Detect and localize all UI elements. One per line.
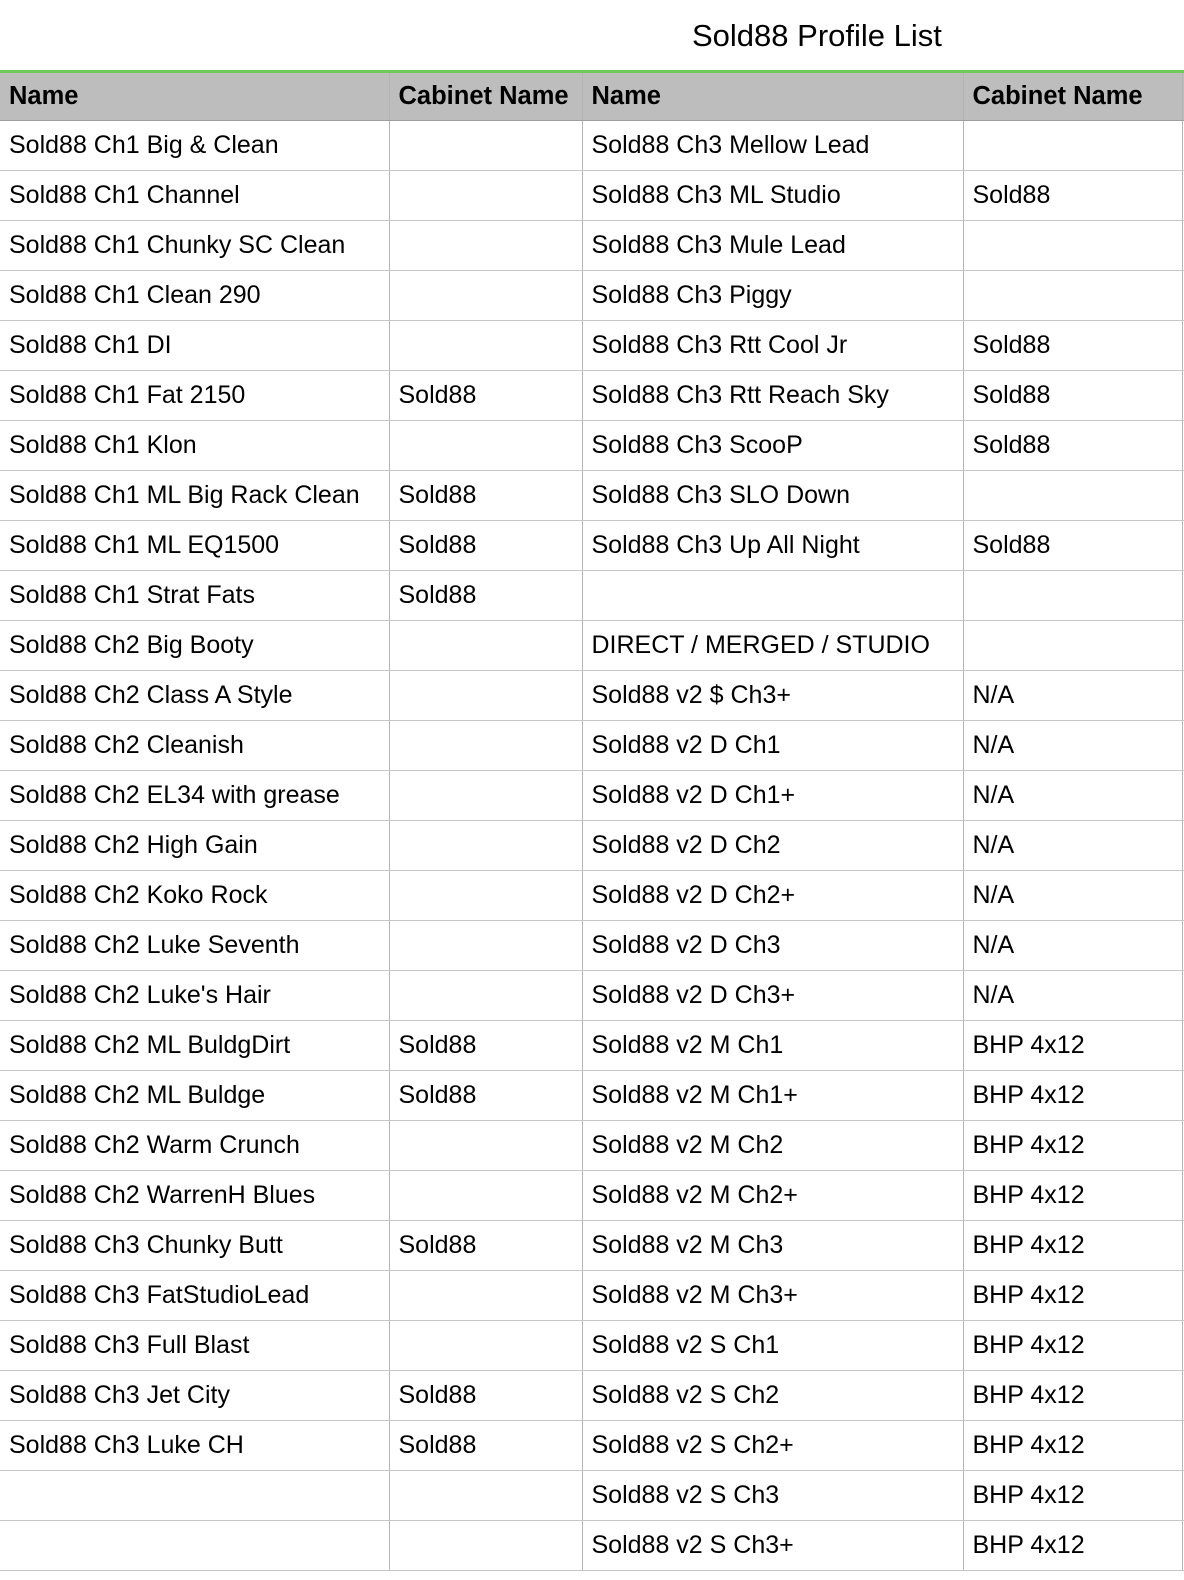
name-left-cell[interactable]: Sold88 Ch1 Fat 2150 — [0, 371, 389, 421]
cabinet-left-cell[interactable]: Sold88 — [389, 571, 582, 621]
name-left-cell[interactable]: Sold88 Ch2 Luke Seventh — [0, 921, 389, 971]
name-left-cell[interactable]: Sold88 Ch2 WarrenH Blues — [0, 1171, 389, 1221]
name-right-cell[interactable]: Sold88 v2 $ Ch3+ — [582, 671, 963, 721]
name-left-cell[interactable]: Sold88 Ch1 Klon — [0, 421, 389, 471]
table-row — [0, 1171, 1184, 1221]
table-row — [0, 871, 1184, 921]
name-left-cell[interactable]: Sold88 Ch2 Luke's Hair — [0, 971, 389, 1021]
table-row — [0, 171, 1184, 221]
cabinet-right-cell[interactable]: N/A — [963, 671, 1182, 721]
table-row — [0, 521, 1184, 571]
name-left-cell[interactable]: Sold88 Ch2 ML Buldge — [0, 1071, 389, 1121]
header-cabinet-right[interactable]: Cabinet Name — [963, 73, 1182, 121]
cabinet-right-cell[interactable]: N/A — [963, 821, 1182, 871]
cabinet-left-cell[interactable] — [389, 921, 582, 971]
name-left-cell[interactable]: Sold88 Ch1 Channel — [0, 171, 389, 221]
table-row — [0, 471, 1184, 521]
profile-table — [0, 73, 1184, 1571]
name-left-cell[interactable]: Sold88 Ch1 Strat Fats — [0, 571, 389, 621]
cabinet-right-cell[interactable]: BHP 4x12 — [963, 1371, 1182, 1421]
cabinet-right-cell[interactable]: N/A — [963, 871, 1182, 921]
name-right-cell[interactable] — [582, 571, 963, 621]
name-right-cell[interactable]: Sold88 Ch3 Rtt Reach Sky — [582, 371, 963, 421]
header-cabinet-left[interactable]: Cabinet Name — [389, 73, 582, 121]
cabinet-left-cell[interactable] — [389, 771, 582, 821]
table-row — [0, 771, 1184, 821]
name-left-cell[interactable]: Sold88 Ch1 Clean 290 — [0, 271, 389, 321]
table-row — [0, 1321, 1184, 1371]
name-right-cell[interactable]: Sold88 Ch3 Mellow Lead — [582, 121, 963, 171]
name-right-cell[interactable]: Sold88 v2 M Ch3+ — [582, 1271, 963, 1321]
name-left-cell[interactable]: Sold88 Ch1 ML Big Rack Clean — [0, 471, 389, 521]
name-left-cell[interactable]: Sold88 Ch3 Full Blast — [0, 1321, 389, 1371]
name-right-cell[interactable]: Sold88 v2 M Ch2 — [582, 1121, 963, 1171]
cabinet-left-cell[interactable] — [389, 321, 582, 371]
table-row — [0, 1121, 1184, 1171]
cabinet-left-cell[interactable] — [389, 1471, 582, 1521]
cabinet-right-cell[interactable]: BHP 4x12 — [963, 1121, 1182, 1171]
name-left-cell[interactable]: Sold88 Ch3 Jet City — [0, 1371, 389, 1421]
cabinet-left-cell[interactable] — [389, 1271, 582, 1321]
cabinet-left-cell[interactable] — [389, 221, 582, 271]
header-name-right[interactable]: Name — [582, 73, 963, 121]
name-right-cell[interactable]: Sold88 v2 D Ch1+ — [582, 771, 963, 821]
table-row — [0, 421, 1184, 471]
cabinet-left-cell[interactable] — [389, 171, 582, 221]
name-right-cell[interactable]: Sold88 Ch3 Piggy — [582, 271, 963, 321]
cabinet-left-cell[interactable] — [389, 621, 582, 671]
cabinet-right-cell[interactable] — [963, 471, 1182, 521]
cabinet-left-cell[interactable] — [389, 671, 582, 721]
table-row — [0, 1021, 1184, 1071]
cabinet-right-cell[interactable]: Sold88 — [963, 321, 1182, 371]
name-right-cell[interactable]: Sold88 v2 D Ch1 — [582, 721, 963, 771]
cabinet-left-cell[interactable] — [389, 121, 582, 171]
cabinet-right-cell[interactable]: Sold88 — [963, 171, 1182, 221]
cabinet-left-cell[interactable] — [389, 871, 582, 921]
cabinet-right-cell[interactable]: N/A — [963, 721, 1182, 771]
table-row — [0, 1271, 1184, 1321]
name-right-cell[interactable]: Sold88 v2 M Ch2+ — [582, 1171, 963, 1221]
cabinet-right-cell[interactable]: Sold88 — [963, 421, 1182, 471]
name-left-cell[interactable] — [0, 1471, 389, 1521]
name-right-cell[interactable]: Sold88 v2 S Ch2 — [582, 1371, 963, 1421]
cabinet-left-cell[interactable] — [389, 821, 582, 871]
cabinet-left-cell[interactable] — [389, 1321, 582, 1371]
name-right-cell[interactable]: Sold88 v2 D Ch3+ — [582, 971, 963, 1021]
name-right-cell[interactable]: Sold88 v2 D Ch2+ — [582, 871, 963, 921]
name-left-cell[interactable]: Sold88 Ch3 Luke CH — [0, 1421, 389, 1471]
name-right-cell[interactable]: Sold88 Ch3 ML Studio — [582, 171, 963, 221]
name-left-cell[interactable] — [0, 1521, 389, 1571]
name-right-cell[interactable]: Sold88 v2 M Ch1+ — [582, 1071, 963, 1121]
table-row — [0, 371, 1184, 421]
cabinet-left-cell[interactable]: Sold88 — [389, 1021, 582, 1071]
cabinet-left-cell[interactable]: Sold88 — [389, 521, 582, 571]
name-right-cell[interactable]: Sold88 Ch3 Mule Lead — [582, 221, 963, 271]
name-right-cell[interactable]: Sold88 v2 M Ch1 — [582, 1021, 963, 1071]
name-left-cell[interactable]: Sold88 Ch1 Chunky SC Clean — [0, 221, 389, 271]
cabinet-left-cell[interactable] — [389, 1171, 582, 1221]
cabinet-left-cell[interactable] — [389, 971, 582, 1021]
name-left-cell[interactable]: Sold88 Ch2 High Gain — [0, 821, 389, 871]
table-row — [0, 1521, 1184, 1571]
table-row — [0, 1421, 1184, 1471]
cabinet-left-cell[interactable]: Sold88 — [389, 471, 582, 521]
cabinet-right-cell[interactable]: Sold88 — [963, 521, 1182, 571]
table-row — [0, 621, 1184, 671]
table-row — [0, 1221, 1184, 1271]
cabinet-right-cell[interactable]: N/A — [963, 921, 1182, 971]
profile-table-sheet — [0, 70, 1184, 1571]
page-title: Sold88 Profile List — [692, 18, 942, 53]
table-row — [0, 1071, 1184, 1121]
name-right-cell[interactable]: Sold88 Ch3 Up All Night — [582, 521, 963, 571]
name-right-cell[interactable]: Sold88 v2 S Ch2+ — [582, 1421, 963, 1471]
cabinet-left-cell[interactable] — [389, 421, 582, 471]
cabinet-right-cell[interactable]: N/A — [963, 771, 1182, 821]
cabinet-left-cell[interactable] — [389, 1521, 582, 1571]
cabinet-right-cell[interactable]: BHP 4x12 — [963, 1471, 1182, 1521]
name-left-cell[interactable]: Sold88 Ch3 Chunky Butt — [0, 1221, 389, 1271]
cabinet-left-cell[interactable] — [389, 1121, 582, 1171]
name-left-cell[interactable]: Sold88 Ch2 EL34 with grease — [0, 771, 389, 821]
table-row — [0, 671, 1184, 721]
name-left-cell[interactable]: Sold88 Ch1 ML EQ1500 — [0, 521, 389, 571]
name-right-cell[interactable]: Sold88 Ch3 SLO Down — [582, 471, 963, 521]
table-row — [0, 721, 1184, 771]
table-row — [0, 321, 1184, 371]
name-left-cell[interactable]: Sold88 Ch2 Cleanish — [0, 721, 389, 771]
cabinet-left-cell[interactable] — [389, 271, 582, 321]
table-row — [0, 821, 1184, 871]
cabinet-right-cell[interactable] — [963, 121, 1182, 171]
cabinet-right-cell[interactable]: BHP 4x12 — [963, 1271, 1182, 1321]
cabinet-right-cell[interactable]: BHP 4x12 — [963, 1171, 1182, 1221]
name-left-cell[interactable]: Sold88 Ch2 Koko Rock — [0, 871, 389, 921]
cabinet-left-cell[interactable]: Sold88 — [389, 1221, 582, 1271]
name-right-cell[interactable]: Sold88 v2 D Ch2 — [582, 821, 963, 871]
cabinet-right-cell[interactable]: BHP 4x12 — [963, 1521, 1182, 1571]
name-left-cell[interactable]: Sold88 Ch2 Warm Crunch — [0, 1121, 389, 1171]
name-left-cell[interactable]: Sold88 Ch1 DI — [0, 321, 389, 371]
cabinet-right-cell[interactable]: BHP 4x12 — [963, 1221, 1182, 1271]
cabinet-left-cell[interactable]: Sold88 — [389, 1421, 582, 1471]
cabinet-right-cell[interactable]: BHP 4x12 — [963, 1321, 1182, 1371]
name-right-cell[interactable]: Sold88 Ch3 ScooP — [582, 421, 963, 471]
table-row — [0, 971, 1184, 1021]
table-row — [0, 921, 1184, 971]
table-body — [0, 121, 1184, 1571]
name-left-cell[interactable]: Sold88 Ch2 ML BuldgDirt — [0, 1021, 389, 1071]
cabinet-right-cell[interactable]: BHP 4x12 — [963, 1021, 1182, 1071]
name-right-cell[interactable]: Sold88 v2 M Ch3 — [582, 1221, 963, 1271]
cabinet-left-cell[interactable] — [389, 721, 582, 771]
name-right-cell[interactable]: Sold88 v2 S Ch1 — [582, 1321, 963, 1371]
header-row — [0, 73, 1184, 121]
name-left-cell[interactable]: Sold88 Ch2 Big Booty — [0, 621, 389, 671]
name-left-cell[interactable]: Sold88 Ch1 Big & Clean — [0, 121, 389, 171]
name-left-cell[interactable]: Sold88 Ch3 FatStudioLead — [0, 1271, 389, 1321]
table-row — [0, 121, 1184, 171]
table-row — [0, 1371, 1184, 1421]
table-row — [0, 271, 1184, 321]
cabinet-right-cell[interactable] — [963, 271, 1182, 321]
name-right-cell[interactable]: Sold88 v2 S Ch3 — [582, 1471, 963, 1521]
name-right-cell[interactable]: Sold88 Ch3 Rtt Cool Jr — [582, 321, 963, 371]
table-row — [0, 571, 1184, 621]
cabinet-left-cell[interactable]: Sold88 — [389, 371, 582, 421]
table-row — [0, 1471, 1184, 1521]
table-row — [0, 221, 1184, 271]
cabinet-left-cell[interactable]: Sold88 — [389, 1071, 582, 1121]
cabinet-right-cell[interactable]: BHP 4x12 — [963, 1421, 1182, 1471]
cabinet-right-cell[interactable] — [963, 621, 1182, 671]
name-right-cell[interactable]: Sold88 v2 D Ch3 — [582, 921, 963, 971]
cabinet-right-cell[interactable] — [963, 221, 1182, 271]
cabinet-right-cell[interactable]: N/A — [963, 971, 1182, 1021]
cabinet-left-cell[interactable]: Sold88 — [389, 1371, 582, 1421]
cabinet-right-cell[interactable]: Sold88 — [963, 371, 1182, 421]
cabinet-right-cell[interactable]: BHP 4x12 — [963, 1071, 1182, 1121]
name-left-cell[interactable]: Sold88 Ch2 Class A Style — [0, 671, 389, 721]
name-right-cell[interactable]: Sold88 v2 S Ch3+ — [582, 1521, 963, 1571]
cabinet-right-cell[interactable] — [963, 571, 1182, 621]
name-right-cell[interactable]: DIRECT / MERGED / STUDIO — [582, 621, 963, 671]
header-name-left[interactable]: Name — [0, 73, 389, 121]
